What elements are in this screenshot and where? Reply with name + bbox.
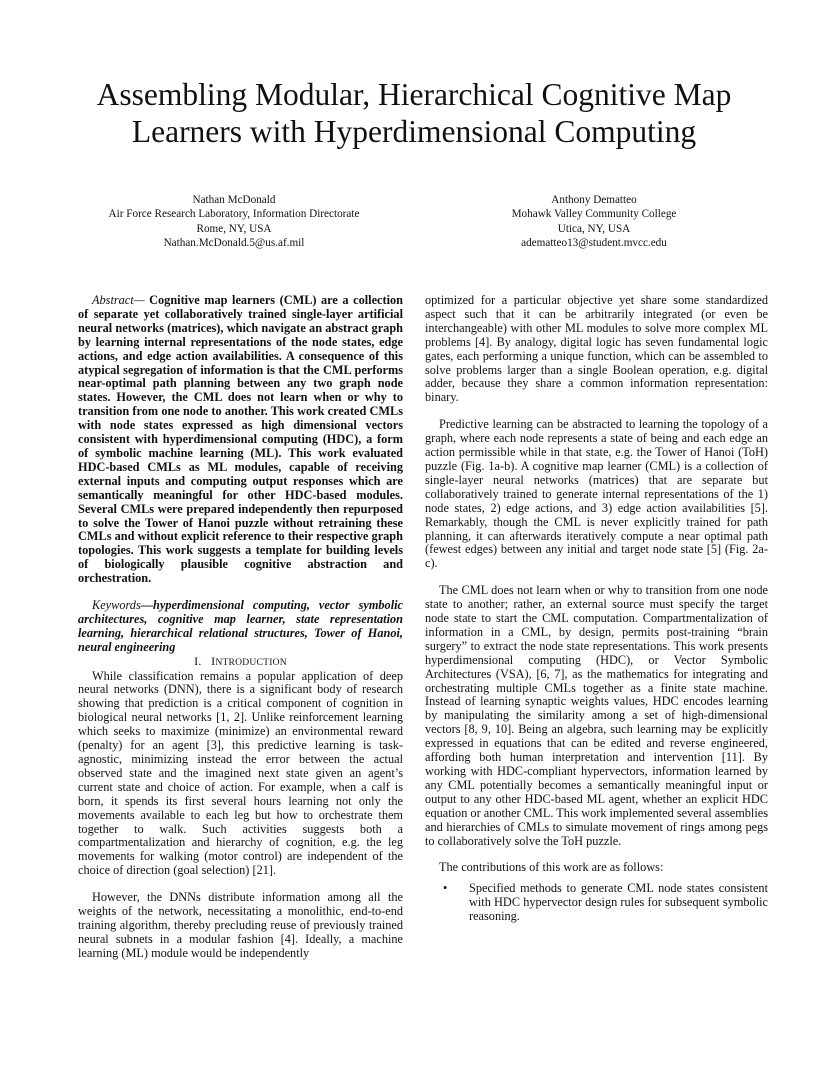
title-line-2: Learners with Hyperdimensional Computing <box>131 114 697 149</box>
author-block-2 <box>444 193 744 250</box>
title-line-1: Assembling Modular, Hierarchical Cognitive Map <box>96 77 732 112</box>
contributions-intro: The contributions of this work are as follows: <box>439 860 664 875</box>
author-block-1 <box>80 193 388 250</box>
author-email: adematteo13@student.mvcc.edu <box>521 236 667 249</box>
author-name: Nathan McDonald <box>192 194 276 206</box>
intro-paragraph-2: However, the DNNs distribute information among all the weights of the network, necessitating a monolithic, end-to-end training algorithm, thereby precluding reuse of previously trained neural subnets in a modular fashion [4]. Ideally, a machine learning (ML) module would be independently <box>78 890 403 960</box>
keywords <box>78 599 403 655</box>
abstract <box>78 294 403 586</box>
list-item: • Specified methods to generate CML node states consistent with HDC hypervector design rules for subsequent symbolic reasoning. <box>469 882 768 924</box>
abstract-text: Cognitive map learners (CML) are a collection of separate yet collaboratively trained single-layer artificial neural networks (matrices), which navigate an abstract graph by learning internal representations of the node states, edge actions, and edge action availabilities. A consequence of this atypical segregation of information is that the CML performs near-optimal path planning between any two graph node states. However, the CML does not learn when or why to transition from one node to another. This work created CMLs with node states expressed as high dimensional vectors consistent with hyperdimensional computing (HDC), a form of symbolic machine learning (ML). This work evaluated HDC-based CMLs as ML modules, capable of receiving external inputs and computing output responses which are semantically meaningful for other HDC-based modules. Several CMLs were prepared independently then repurposed to solve the Tower of Hanoi puzzle without retraining these CMLs and without explicit reference to their respective graph topologies. This work suggests a template for building levels of biologically plausible cognitive abstraction and orchestration. <box>78 293 403 586</box>
section-heading-introduction: I. INTRODUCTION <box>194 653 287 668</box>
right-paragraph-1: optimized for a particular objective yet share some standardized aspect such that it can be arbitrarily integrated (or even be interchangeable) with other ML modules to solve more complex ML problems [4]. By analogy, digital logic has seven fundamental logic gates, each performing a unique function, which can be assembled to solve problems larger than a single Boolean operation, e.g. digital adder, because they share a common information representation: binary. <box>425 293 768 405</box>
author-email: Nathan.McDonald.5@us.af.mil <box>163 236 305 249</box>
paper-title <box>60 76 768 150</box>
contributions-list <box>425 882 768 924</box>
right-column <box>425 294 768 924</box>
author-location: Utica, NY, USA <box>557 222 631 235</box>
keywords-text: —hyperdimensional computing, vector symbolic architectures, cognitive map learner, state representation learning, hierarchical relational structures, Tower of Hanoi, neural engineering <box>78 598 403 654</box>
left-column <box>78 294 403 961</box>
author-location: Rome, NY, USA <box>196 222 272 235</box>
keywords-label: Keywords <box>92 598 141 613</box>
abstract-label: Abstract— <box>92 293 150 307</box>
intro-paragraph-1: While classification remains a popular application of deep neural networks (DNN), there is a significant body of research showing that prediction is a critical component of cognition in biological neural networks [1, 2]. Unlike reinforcement learning which seeks to maximize (minimize) an environmental reward (penalty) for an agent [3], this predictive learning is task-agnostic, minimizing instead the error between the actual observed state and the imagined next state given an agent’s current state and choice of action. For example, when a calf is born, it spends its first several hours learning not only the movements available to each leg but how to orchestrate them together to walk. Such activities suggests both a compartmentalization and hierarchy of cognition, e.g. the leg movements for walking (motor control) are independent of the choice of direction (goal selection) [21]. <box>78 668 403 878</box>
author-affiliation: Air Force Research Laboratory, Information Directorate <box>108 208 360 221</box>
right-paragraph-3: The CML does not learn when or why to transition from one node state to another; rather, an external source must specify the target node state to start the CML computation. Compartmentalization of information in a CML, by design, permits post-training “brain surgery” to extract the node state representations. This work presents hyperdimensional computing (HDC), or Vector Symbolic Architectures (VSA), [6, 7], as the mathematics for integrating and orchestrating multiple CMLs together as a finite state machine. Instead of learning synaptic weights values, HDC encodes learning by manipulating the similarity among a set of high-dimensional vectors [8, 9, 10]. Being an algebra, such learning may be explicitly expressed in equations that can be edited and reverse engineered, affording both human interpretation and intervention [11]. By working with HDC-compliant hypervectors, information learned by any CML potentially becomes a semantically meaningful input or output to any other HDC-based ML agent, whether an explicit HDC equation or another CML. This work implemented several assemblies and hierarchies of CMLs to simulate movement of rings among pegs to collaboratively solve the ToH puzzle. <box>425 583 768 848</box>
right-paragraph-2: Predictive learning can be abstracted to learning the topology of a graph, where each node represents a state of being and each edge an action permissible while in that state, e.g. the Tower of Hanoi (ToH) puzzle (Fig. 1a-b). A cognitive map learner (CML) is a collection of single-layer neural networks (matrices) that are separate but collaboratively trained to generate internal representations of the 1) node states, 2) edge actions, and 3) edge action availabilities [5]. Remarkably, though the CML is never explicitly trained for path planning, it can afterwards iteratively compute a near optimal path (fewest edges) between any initial and target node state [5] (Fig. 2a-c). <box>425 417 768 571</box>
author-affiliation: Mohawk Valley Community College <box>511 208 677 221</box>
author-name: Anthony Dematteo <box>551 194 637 206</box>
